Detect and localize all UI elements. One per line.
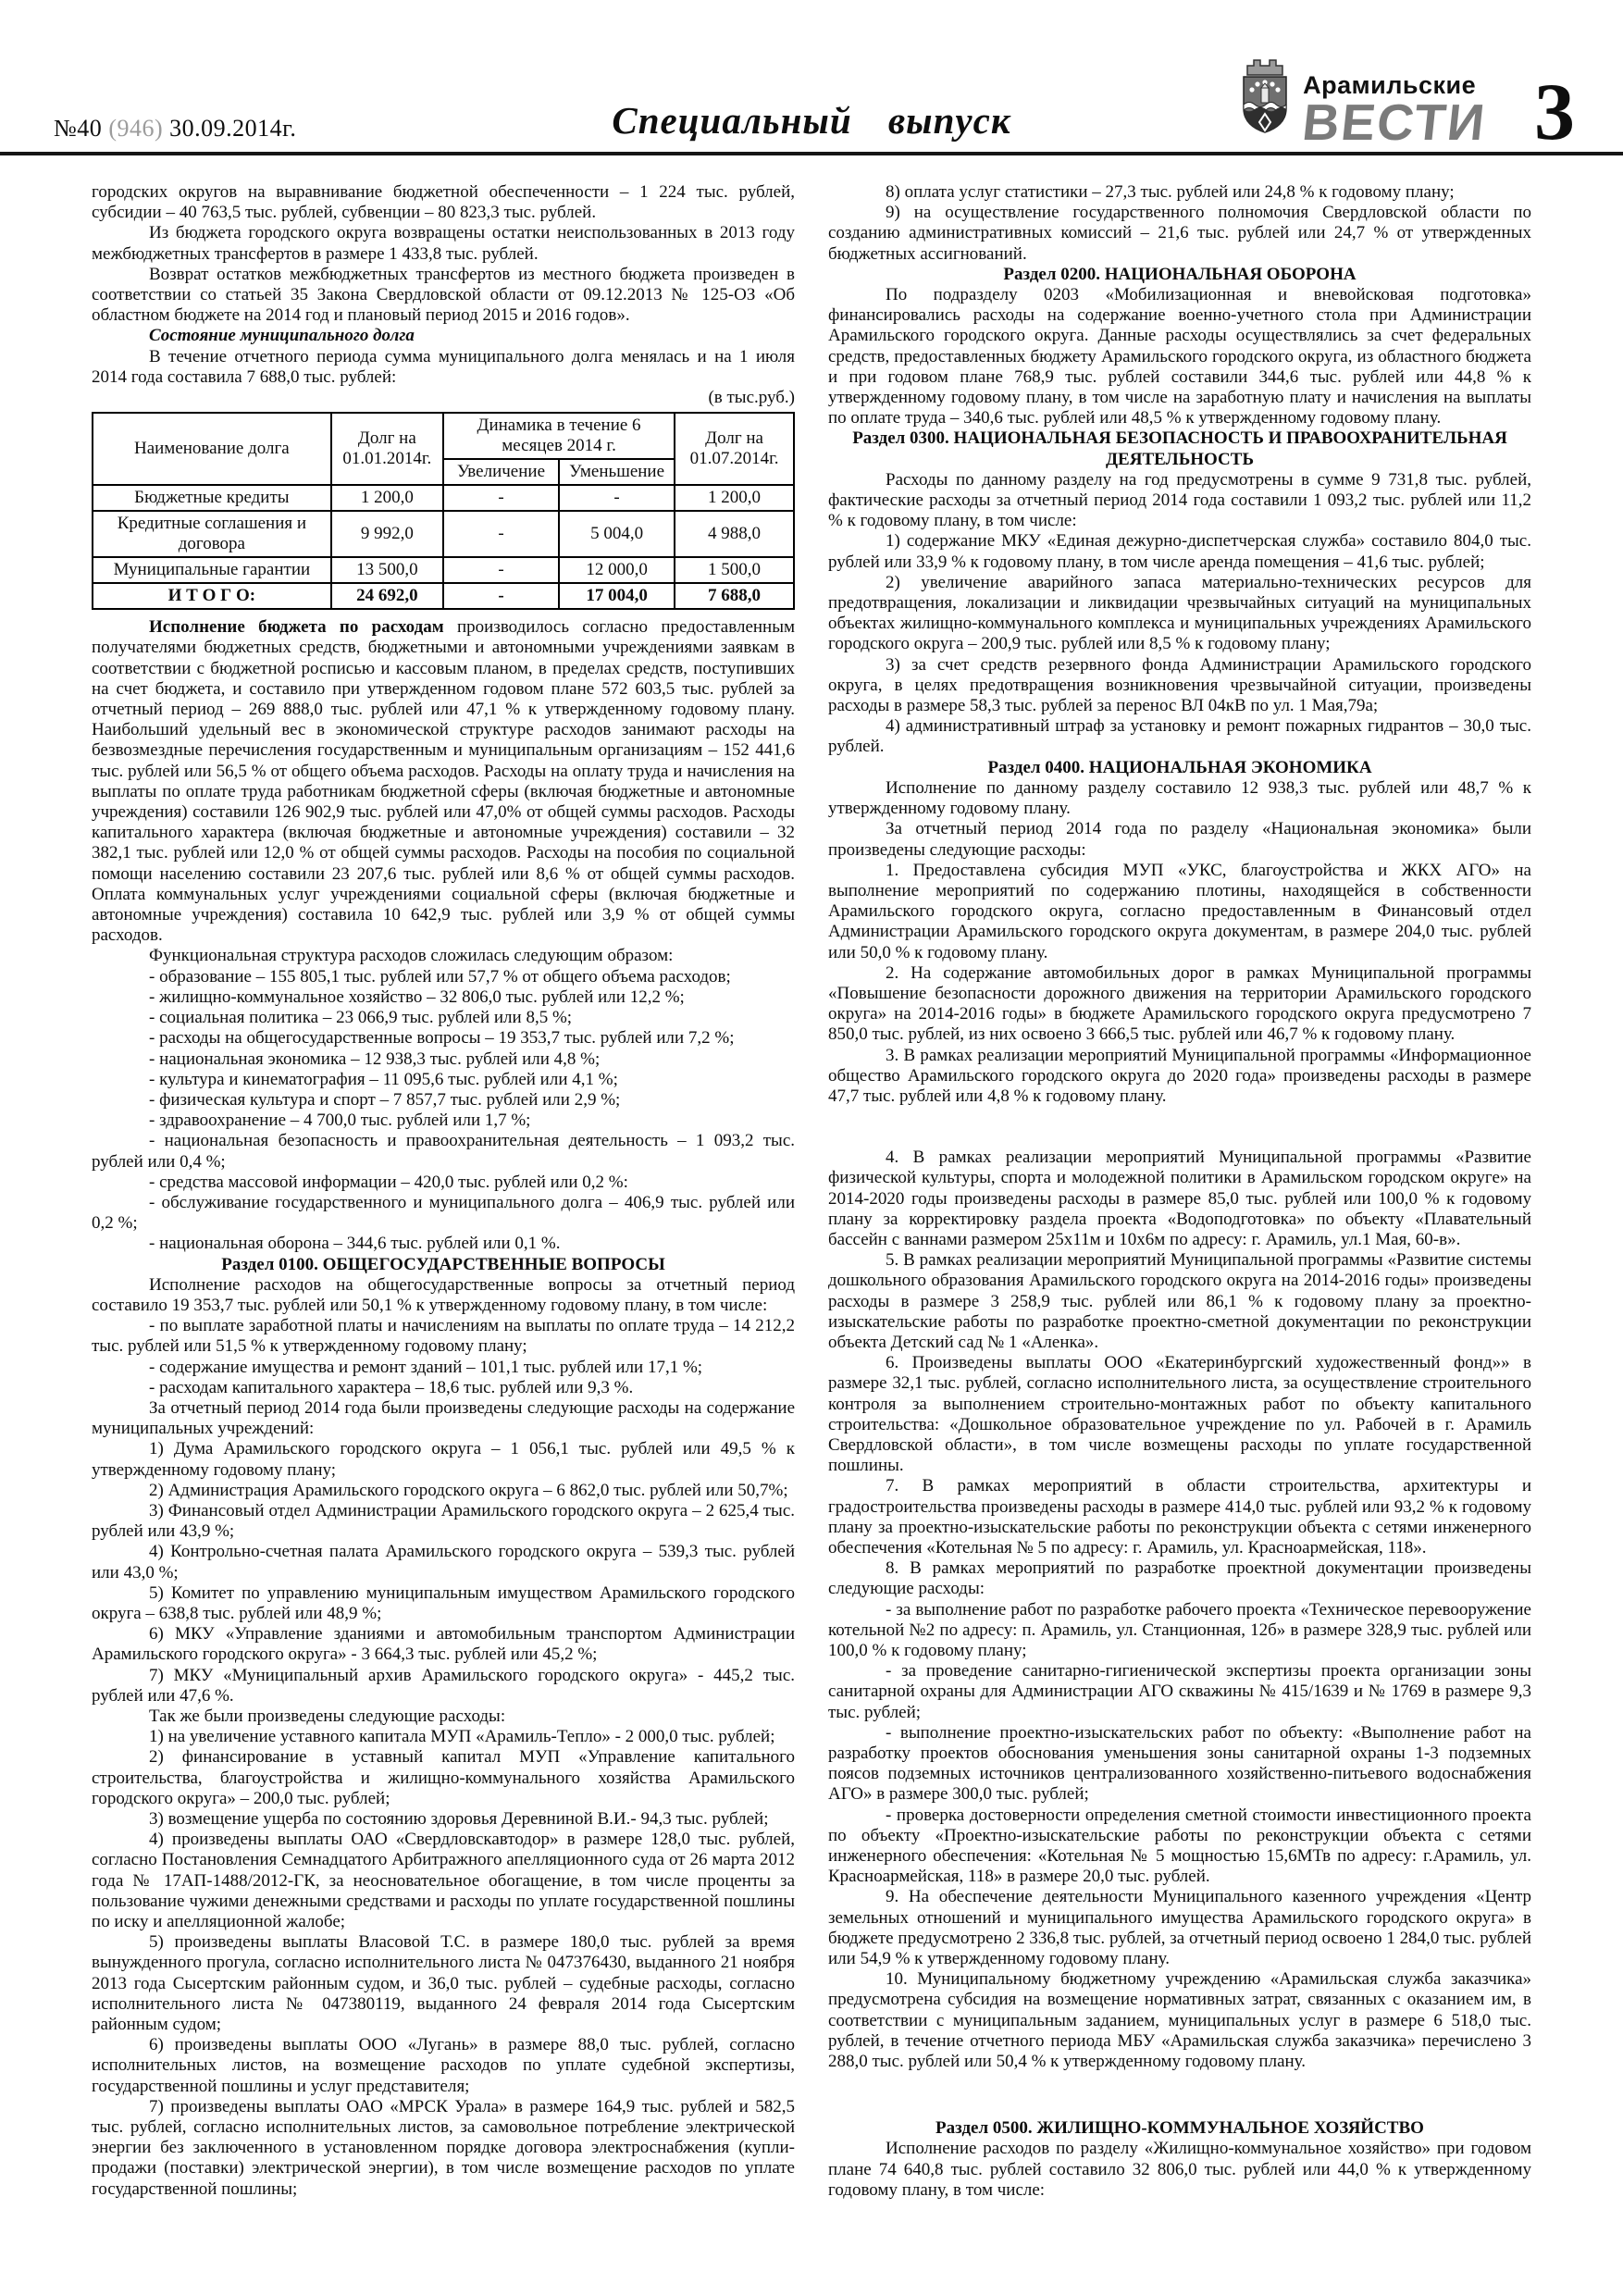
table-cell: Уменьшение xyxy=(559,459,675,485)
brand-name-bottom: ВЕСТИ xyxy=(1299,93,1490,151)
paragraph: 4) произведены выплаты ОАО «Свердловскавтодор» в размере 128,0 тыс. рублей, согласно Постановления Семнадцатого Арбитражного апелляционного суда от 26 марта 2012 года № 17АП-1488/2012-ГК, за неосновательное обогащение, в том числе проценты за пользование чужими денежными средствами и расходы по уплате государственной пошлины по иску и апелляционной жалобе; xyxy=(92,1830,795,1932)
paragraph-lead: Исполнение бюджета по расходам xyxy=(149,617,444,638)
section-heading: Раздел 0200. НАЦИОНАЛЬНАЯ ОБОРОНА xyxy=(1003,264,1357,284)
issue-number: №40 xyxy=(54,115,109,142)
paragraph: - социальная политика – 23 066,9 тыс. рублей или 8,5 %; xyxy=(149,1008,573,1028)
table-row xyxy=(93,485,794,511)
table-cell: Кредитные соглашения и договора xyxy=(93,511,331,557)
section-heading: Раздел 0400. НАЦИОНАЛЬНАЯ ЭКОНОМИКА xyxy=(987,757,1372,777)
paragraph: - физическая культура и спорт – 7 857,7 тыс. рублей или 2,9 %; xyxy=(149,1089,621,1110)
paragraph: 7) МКУ «Муниципальный архив Арамильского городского округа» - 445,2 тыс. рублей или 47,6 %. xyxy=(92,1665,795,1706)
paragraph: 1) Дума Арамильского городского округа – 1 056,1 тыс. рублей или 49,5 % к утвержденному годовому плану; xyxy=(92,1439,795,1480)
paragraph: - культура и кинематография – 11 095,6 тыс. рублей или 4,1 %; xyxy=(149,1069,618,1089)
paragraph: Из бюджета городского округа возвращены остатки неиспользованных в 2013 году межбюджетных трансфертов в размере 1 433,8 тыс. рублей. xyxy=(92,223,795,264)
brand-text xyxy=(1299,71,1490,151)
paragraph: 3) за счет средств резервного фонда Администрации Арамильского городского округа, в целях предотвращения возникновения чрезвычайной ситуации, произведены расходы в размере 58,3 тыс. рублей за перенос ВЛ 04кВ по ул. 1 Мая,79а; xyxy=(828,654,1531,716)
brand-name-top: Арамильские xyxy=(1303,71,1477,100)
paragraph: - национальная оборона – 344,6 тыс. рублей или 0,1 %. xyxy=(149,1234,561,1254)
table-cell: 24 692,0 xyxy=(331,583,443,609)
table-cell: И Т О Г О: xyxy=(93,583,331,609)
paragraph: городских округов на выравнивание бюджетной обеспеченности – 1 224 тыс. рублей, субсидии – 40 763,5 тыс. рублей, субвенции – 80 823,3 тыс. рублей. xyxy=(92,182,795,223)
paragraph: 2) финансирование в уставный капитал МУП «Управление капитального строительства, благоустройства и жилищно-коммунального хозяйства Арамильского городского округа» – 200,0 тыс. рублей; xyxy=(92,1747,795,1808)
paragraph: - здравоохранение – 4 700,0 тыс. рублей или 1,7 %; xyxy=(149,1111,531,1131)
masthead xyxy=(0,0,1623,158)
paragraph-text: производилось согласно предоставленным получателями бюджетных средств, бюджетными и автономными учреждениями заявкам в соответствии с бюджетной росписью и кассовым планом, в пределах средств, поступивших на счет бюджета, и составило при утвержденном годовом плане 572 603,5 тыс. рублей за отчетный период – 269 888,0 тыс. рублей или 47,1 % к утвержденному годовому плану. Наибольший удельный вес в экономической структуре расходов занимают расходы на безвозмездные перечисления государственным и муниципальным организациям – 152 441,6 тыс. рублей или 56,5 % от общего объема расходов. Расходы на оплату труда и начисления на выплаты по оплате труда работникам бюджетной сферы (включая бюджетные и автономные учреждения) составили 126 902,9 тыс. рублей или 47,0% от общей суммы расходов. Расходы капитального характера (включая бюджетные и автономные учреждения) составили – 32 382,1 тыс. рублей или 12,0 % от общей суммы расходов. Расходы на пособия по социальной помощи населению составили 23 207,6 тыс. рублей или 8,6 % от общей суммы расходов. Оплата коммунальных услуг учреждениями социальной сферы (включая бюджетные и автономные учреждения) составила 10 642,9 тыс. рублей или 3,9 % от общей суммы расходов. xyxy=(92,617,795,946)
table-cell: 1 200,0 xyxy=(675,485,794,511)
paragraph: 6) МКУ «Управление зданиями и автомобильным транспортом Администрации Арамильского городского округа» - 3 664,3 тыс. рублей или 45,2 %; xyxy=(92,1624,795,1665)
paragraph: - расходам капитального характера – 18,6 тыс. рублей или 9,3 %. xyxy=(149,1377,634,1397)
paragraph: 6) произведены выплаты ООО «Лугань» в размере 88,0 тыс. рублей, согласно исполнительных листов, на возмещение расходов по уплате судебной экспертизы, государственной пошлины и услуг представителя; xyxy=(92,2035,795,2096)
paragraph: 9) на осуществление государственного полномочия Свердловской области по созданию административных комиссий – 21,6 тыс. рублей или 24,7 % от утвержденных бюджетных ассигнований. xyxy=(828,203,1531,264)
table-cell: Наименование долга xyxy=(93,413,331,485)
table-cell: 12 000,0 xyxy=(559,557,675,583)
paragraph: 1) на увеличение уставного капитала МУП «Арамиль-Тепло» - 2 000,0 тыс. рублей; xyxy=(149,1727,775,1747)
table-cell: - xyxy=(443,583,559,609)
page-content xyxy=(92,182,1531,2201)
paragraph: 8. В рамках мероприятий по разработке проектной документации произведены следующие расходы: xyxy=(828,1558,1531,1599)
left-column xyxy=(92,182,795,2201)
paragraph: 3) Финансовый отдел Администрации Арамильского городского округа – 2 625,4 тыс. рублей или 43,9 %; xyxy=(92,1500,795,1542)
table-cell: 9 992,0 xyxy=(331,511,443,557)
table-cell: Бюджетные кредиты xyxy=(93,485,331,511)
paragraph: 3) возмещение ущерба по состоянию здоровья Деревниной В.И.- 94,3 тыс. рублей; xyxy=(149,1809,769,1830)
vertical-spacer xyxy=(828,1107,1531,1148)
paragraph: 1. Предоставлена субсидия МУП «УКС, благоустройства и ЖКХ АГО» на выполнение мероприятий по содержанию плотины, находящейся в собственности Арамильского городского округа, согласно предоставленным в Финансовый отдел Администрации Арамильского городского округа документам, в размере 204,0 тыс. рублей или 50,0 % к годовому плану. xyxy=(828,860,1531,962)
paragraph: - образование – 155 805,1 тыс. рублей или 57,7 % от общего объема расходов; xyxy=(149,966,731,987)
edition-title: Специальный выпуск xyxy=(612,99,1011,142)
paragraph: Расходы по данному разделу на год предусмотрены в сумме 9 731,8 тыс. рублей, фактические расходы за отчетный период 2014 года составили 1 093,2 тыс. рублей или 11,2 % к годовому плану, в том числе: xyxy=(828,469,1531,531)
table-cell: Динамика в течение 6 месяцев 2014 г. xyxy=(443,413,675,459)
table-cell: Долг на 01.01.2014г. xyxy=(331,413,443,485)
table-cell: Увеличение xyxy=(443,459,559,485)
paragraph: Исполнение по данному разделу составило 12 938,3 тыс. рублей или 48,7 % к утвержденному годовому плану. xyxy=(828,777,1531,819)
table-cell: 1 500,0 xyxy=(675,557,794,583)
table-total-row xyxy=(93,583,794,609)
paragraph: 4) Контрольно-счетная палата Арамильского городского округа – 539,3 тыс. рублей или 43,0 %; xyxy=(92,1542,795,1582)
paragraph: 10. Муниципальному бюджетному учреждению «Арамильская служба заказчика» предусмотрена субсидия на возмещение нормативных затрат, связанных с оказанием им, в соответствии с муниципальным заданием, муниципальных услуг в размере 6 518,0 тыс. рублей, в течение отчетного периода МБУ «Арамильская служба заказчика» перечислено 3 288,0 тыс. рублей или 50,4 % к утвержденному годовому плану. xyxy=(828,1969,1531,2072)
paragraph: 2) Администрация Арамильского городского округа – 6 862,0 тыс. рублей или 50,7%; xyxy=(149,1480,788,1500)
section-heading: Раздел 0300. НАЦИОНАЛЬНАЯ БЕЗОПАСНОСТЬ И ПРАВООХРАНИТЕЛЬНАЯ ДЕЯТЕЛЬНОСТЬ xyxy=(852,428,1507,469)
paragraph: - обслуживание государственного и муниципального долга – 406,9 тыс. рублей или 0,2 %; xyxy=(92,1192,795,1234)
table-cell: 17 004,0 xyxy=(559,583,675,609)
paragraph: - проверка достоверности определения сметной стоимости инвестиционного проекта по объекту «Проектно-изыскательские работы по реконструкции объекта с сетями инженерного обеспечения: «Котельная № 5 мощностью 15,6МТв по адресу: г.Арамиль, ул. Красноармейская, 118» в размере 20,0 тыс. рублей. xyxy=(828,1805,1531,1887)
paragraph: 6. Произведены выплаты ООО «Екатеринбургский художественный фонд»» в размере 32,1 тыс. рублей, согласно исполнительного листа, за осуществление строительного контроля за выполнением строительно-монтажных работ по объекту капитального строительства: «Дошкольное образовательное учреждение по ул. Рабочей в г. Арамиль Свердловской области», в том числе возмещены расходы по уплате государственной пошлины. xyxy=(828,1353,1531,1476)
table-cell: Муниципальные гарантии xyxy=(93,557,331,583)
table-cell: - xyxy=(443,511,559,557)
paragraph: 4. В рамках реализации мероприятий Муниципальной программы «Развитие физической культуры, спорта и молодежной политики в Арамильском городском округе» на 2014-2020 годы произведены расходы в размере 85,0 тыс. рублей или 100,0 % к годовому плану за корректировку раздела проекта «Водоподготовка» по объекту «Плавательный бассейн с ваннами размером 25х11м и 10х6м по адресу: г. Арамиль, ул.1 Мая, 60-в». xyxy=(828,1148,1531,1249)
paragraph: 7) произведены выплаты ОАО «МРСК Урала» в размере 164,9 тыс. рублей и 582,5 тыс. рублей, согласно исполнительных листов, за самовольное потребление электрической энергии без заключенного в установленном порядке договора электроснабжения (купли-продажи (поставки) электрической энергии), в том числе возмещение расходов по уплате государственной пошлины; xyxy=(92,2096,795,2199)
paragraph: По подразделу 0203 «Мобилизационная и вневойсковая подготовка» финансировались расходы на содержание военно-учетного стола при Администрации Арамильского городского округа. Данные расходы осуществлялись за счет федеральных средств, предоставленных бюджету Арамильского городского округа, из областного бюджета и при годовом плане 768,9 тыс. рублей составили 344,6 тыс. рублей или 44,8 % к утвержденному годовому плану, в том числе на заработную плату и начисления на выплаты по оплате труда – 340,6 тыс. рублей или 48,5 % к утвержденному годовому плану. xyxy=(828,285,1531,428)
paragraph: - жилищно-коммунальное хозяйство – 32 806,0 тыс. рублей или 12,2 %; xyxy=(149,987,685,1007)
paragraph: Так же были произведены следующие расходы: xyxy=(149,1706,506,1726)
table-row xyxy=(93,557,794,583)
brand-logo xyxy=(1236,49,1490,151)
paragraph: - национальная экономика – 12 938,3 тыс. рублей или 4,8 %; xyxy=(149,1049,601,1069)
paragraph: За отчетный период 2014 года были произведены следующие расходы на содержание муниципальных учреждений: xyxy=(92,1397,795,1439)
table-cell: Долг на 01.07.2014г. xyxy=(675,413,794,485)
table-cell: 4 988,0 xyxy=(675,511,794,557)
paragraph: 8) оплата услуг статистики – 27,3 тыс. рублей или 24,8 % к годовому плану; xyxy=(886,182,1455,202)
paragraph: - за выполнение работ по разработке рабочего проекта «Техническое перевооружение котельной №2 по адресу: п. Арамиль, ул. Станционная, 12б» в размере 328,9 тыс. рублей или 100,0 % к годовому плану; xyxy=(828,1599,1531,1661)
issue-serial: (946) xyxy=(108,115,164,142)
paragraph: 5. В рамках реализации мероприятий Муниципальной программы «Развитие системы дошкольного образования Арамильского городского округа на 2014-2016 годы» произведены расходы в размере 3 258,9 тыс. рублей или 86,1 % к годовому плану за проектно-изыскательские работы по разработке проектно-сметной документации по реконструкции объекта Детский сад № 1 «Аленка». xyxy=(828,1250,1531,1352)
coat-of-arms-icon xyxy=(1236,49,1294,146)
table-cell: 13 500,0 xyxy=(331,557,443,583)
right-column xyxy=(828,182,1531,2201)
vertical-spacer xyxy=(828,2072,1531,2118)
paragraph: 7. В рамках мероприятий в области строительства, архитектуры и градостроительства произведены расходы в размере 414,0 тыс. рублей или 93,2 % к годовому плану за проектно-изыскательские работы по реконструкции объекта с сетями инженерного обеспечения «Котельная № 5 по адресу: г. Арамиль, ул. Красноармейская, 118». xyxy=(828,1476,1531,1558)
issue-info xyxy=(54,115,296,143)
table-cell: 1 200,0 xyxy=(331,485,443,511)
paragraph: 5) Комитет по управлению муниципальным имуществом Арамильского городского округа – 638,8 тыс. рублей или 48,9 %; xyxy=(92,1582,795,1623)
issue-date: 30.09.2014г. xyxy=(163,115,297,142)
table-cell: 7 688,0 xyxy=(675,583,794,609)
paragraph: - за проведение санитарно-гигиенической экспертизы проекта организации зоны санитарной охраны для Администрации АГО скважины № 415/1639 и № 1769 в размере 9,3 тыс. рублей; xyxy=(828,1661,1531,1722)
paragraph: - расходы на общегосударственные вопросы – 19 353,7 тыс. рублей или 7,2 %; xyxy=(149,1028,735,1049)
paragraph: 2) увеличение аварийного запаса материально-технических ресурсов для предотвращения, локализации и ликвидации чрезвычайных ситуаций на муниципальных объектах жилищно-коммунального комплекса и муниципальных учреждениях Арамильского городского округа – 200,9 тыс. рублей или 8,5 % к годовому плану; xyxy=(828,572,1531,654)
paragraph: В течение отчетного периода сумма муниципального долга менялась и на 1 июля 2014 года составила 7 688,0 тыс. рублей: xyxy=(92,346,795,387)
paragraph: - по выплате заработной платы и начислениям на выплаты по оплате труда – 14 212,2 тыс. рублей или 51,5 % к утвержденному годовому плану; xyxy=(92,1316,795,1357)
paragraph: 1) содержание МКУ «Единая дежурно-диспетчерская служба» составило 804,0 тыс. рублей или 33,9 % к годовому плану, в том числе аренда помещения – 41,6 тыс. рублей; xyxy=(828,531,1531,572)
municipal-debt-table xyxy=(92,412,795,610)
table-cell: 5 004,0 xyxy=(559,511,675,557)
table-cell: - xyxy=(559,485,675,511)
section-heading: Раздел 0500. ЖИЛИЩНО-КОММУНАЛЬНОЕ ХОЗЯЙСТВО xyxy=(935,2118,1424,2139)
paragraph: Исполнение расходов на общегосударственные вопросы за отчетный период составило 19 353,7 тыс. рублей или 50,1 % к утвержденному годовому плану, в том числе: xyxy=(92,1274,795,1315)
paragraph: Возврат остатков межбюджетных трансфертов из местного бюджета произведен в соответствии со статьей 35 Закона Свердловской области от 09.12.2013 № 125-ОЗ «Об областном бюджете на 2014 год и плановый период 2015 и 2016 годов». xyxy=(92,264,795,326)
section-heading: Раздел 0100. ОБЩЕГОСУДАРСТВЕННЫЕ ВОПРОСЫ xyxy=(221,1254,665,1274)
page-number: 3 xyxy=(1534,68,1575,158)
paragraph: - содержание имущества и ремонт зданий – 101,1 тыс. рублей или 17,1 %; xyxy=(149,1357,703,1377)
paragraph: Исполнение расходов по разделу «Жилищно-коммунальное хозяйство» при годовом плане 74 640,8 тыс. рублей составило 32 806,0 тыс. рублей или 44,0 % к утвержденному годовому плану, в том числе: xyxy=(828,2139,1531,2200)
paragraph: - средства массовой информации – 420,0 тыс. рублей или 0,2 %: xyxy=(149,1172,628,1192)
paragraph: 2. На содержание автомобильных дорог в рамках Муниципальной программы «Повышение безопасности дорожного движения на территории Арамильского городского округа» на 2014-2016 годы» в бюджете Арамильского городского округа предусмотрено 7 850,0 тыс. рублей, из них освоено 3 666,5 тыс. рублей или 46,7 % к годовому плану. xyxy=(828,962,1531,1045)
paragraph: - выполнение проектно-изыскательских работ по объекту: «Выполнение работ на разработку проектов обоснования уменьшения зоны санитарной охраны 1-3 подземных поясов подземных источников централизованного хозяйственно-питьевого водоснабжения АГО» в размере 300,0 тыс. рублей; xyxy=(828,1722,1531,1805)
table-cell: - xyxy=(443,557,559,583)
sub-heading: Состояние муниципального долга xyxy=(149,326,415,346)
paragraph: За отчетный период 2014 года по разделу «Национальная экономика» были произведены следующие расходы: xyxy=(828,819,1531,860)
table-cell: - xyxy=(443,485,559,511)
paragraph: - национальная безопасность и правоохранительная деятельность – 1 093,2 тыс. рублей или 0,4 %; xyxy=(92,1131,795,1172)
paragraph xyxy=(92,617,795,946)
paragraph: 4) административный штраф за установку и ремонт пожарных гидрантов – 30,0 тыс. рублей. xyxy=(828,716,1531,757)
table-caption: (в тыс.руб.) xyxy=(708,388,795,408)
paragraph: 5) произведены выплаты Власовой Т.С. в размере 180,0 тыс. рублей за время вынужденного прогула, согласно исполнительного листа № 047376430, выданного 21 ноября 2013 года Сысертским районным судом, и 36,0 тыс. рублей – судебные расходы, согласно исполнительного листа № 047380119, выданного 24 февраля 2014 года Сысертским районным судом; xyxy=(92,1932,795,2035)
table-row xyxy=(93,511,794,557)
paragraph: 3. В рамках реализации мероприятий Муниципальной программы «Информационное общество Арамильского городского округа до 2020 года» произведены расходы в размере 47,7 тыс. рублей или 4,8 % к годовому плану. xyxy=(828,1045,1531,1106)
paragraph: 9. На обеспечение деятельности Муниципального казенного учреждения «Центр земельных отношений и муниципального имущества Арамильского городского округа» в бюджете предусмотрено 2 336,8 тыс. рублей, за отчетный период освоено 1 284,0 тыс. рублей или 54,9 % к утвержденному годовому плану. xyxy=(828,1887,1531,1969)
paragraph: Функциональная структура расходов сложилась следующим образом: xyxy=(149,946,674,966)
